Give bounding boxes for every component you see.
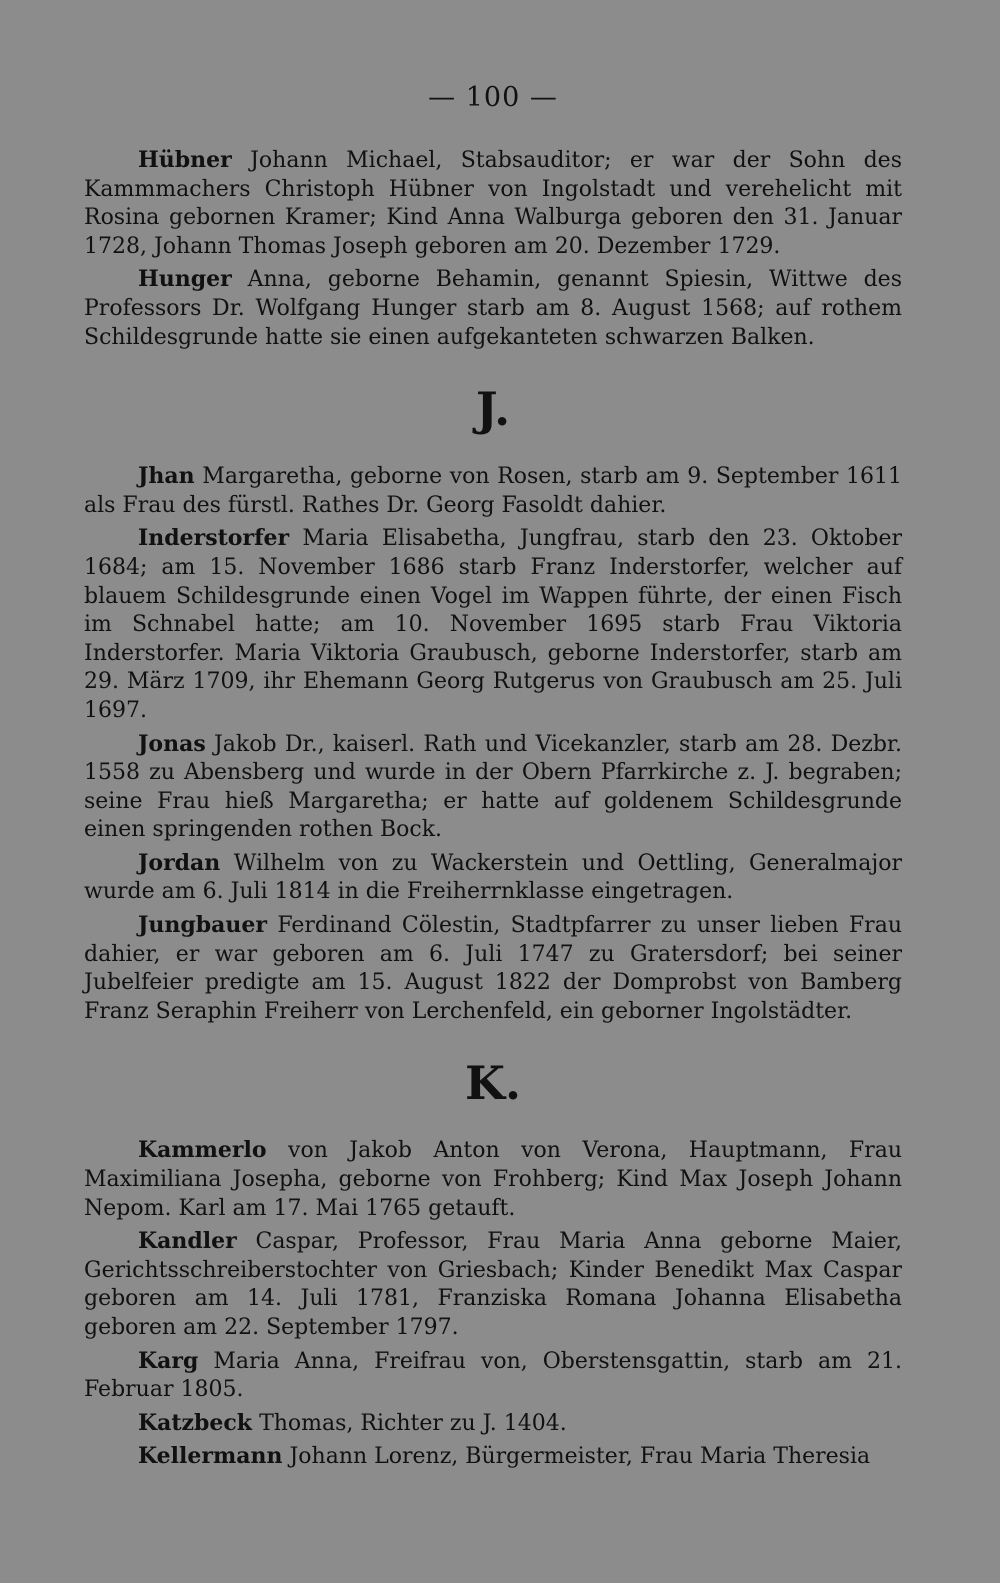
entry-text: Johann Lorenz, Bürgermeister, Frau Maria Theresia — [289, 1444, 871, 1470]
entry-name: Katzbeck — [138, 1409, 253, 1436]
entry-jonas — [84, 730, 902, 845]
page-number: — 100 — — [428, 82, 558, 113]
entry-text: Maria Elisabetha, Jungfrau, starb den 23. Oktober 1684; am 15. November 1686 starb Franz Inderstorfer, welcher auf blauem Schildesgrunde einen Vogel im Wappen führte, der einen Fisch im Schnabel hatte; am 10. November 1695 starb Frau Viktoria Inderstorfer. Maria Viktoria Graubusch, geborne Inderstorfer, starb am 29. März 1709, ihr Ehemann Georg Rutgerus von Graubusch am 25. Juli 1697. — [84, 526, 903, 723]
section-heading-j: J. — [475, 382, 511, 437]
entry-name: Jonas — [138, 730, 206, 757]
entry-kellermann — [84, 1442, 902, 1472]
entry-text: Ferdinand Cölestin, Stadtpfarrer zu unser lieben Frau dahier, er war geboren am 6. Juli 1747 zu Gratersdorf; bei seiner Jubelfeier predigte am 15. August 1822 der Domprobst von Bamberg Franz Seraphin Freiherr von Lerchenfeld, ein geborner Ingolstädter. — [84, 913, 902, 1024]
entry-text: von Jakob Anton von Verona, Hauptmann, Frau Maximiliana Josepha, geborne von Frohberg; Kind Max Joseph Johann Nepom. Karl am 17. Mai 1765 getauft. — [84, 1138, 902, 1221]
entry-name: Hunger — [138, 266, 232, 293]
entry-name: Karg — [138, 1347, 199, 1374]
entry-jhan — [84, 462, 902, 520]
section-heading-k: K. — [465, 1056, 521, 1111]
entry-karg — [84, 1347, 902, 1405]
entry-text: Thomas, Richter zu J. 1404. — [259, 1410, 567, 1436]
entry-jungbauer — [84, 911, 902, 1026]
entry-name: Hübner — [138, 147, 232, 173]
entry-kandler — [84, 1227, 902, 1342]
entry-name: Jhan — [138, 463, 195, 490]
entry-jordan — [84, 849, 902, 907]
entry-text: Margaretha, geborne von Rosen, starb am 9. September 1611 als Frau des fürstl. Rathes Dr. Georg Fasoldt dahier. — [84, 464, 902, 518]
entry-name: Jungbauer — [138, 912, 268, 939]
entry-text: Jakob Dr., kaiserl. Rath und Vicekanzler, starb am 28. Dezbr. 1558 zu Abensberg und wurde in der Obern Pfarrkirche z. J. begraben; seine Frau hieß Margaretha; er hatte auf goldenem Schildesgrunde einen springenden rothen Bock. — [84, 731, 903, 843]
entry-text: Maria Anna, Freifrau von, Oberstensgattin, starb am 21. Februar 1805. — [84, 1348, 902, 1403]
entry-name: Inderstorfer — [138, 525, 290, 552]
entry-name: Kammerlo — [138, 1137, 267, 1164]
entry-text: Anna, geborne Behamin, genannt Spiesin, Wittwe des Professors Dr. Wolfgang Hunger starb am 8. August 1568; auf rothem Schildesgrunde hatte sie einen aufgekanteten schwarzen Balken. — [84, 267, 902, 350]
entry-name: Kellermann — [138, 1443, 283, 1470]
entry-text: Johann Michael, Stabsauditor; er war der Sohn des Kammmachers Christoph Hübner von Ingolstadt und verehelicht mit Rosina gebornen Kramer; Kind Anna Walburga geboren den 31. Januar 1728, Johann Thomas Joseph geboren am 20. Dezember 1729. — [84, 148, 902, 259]
entry-name: Jordan — [138, 849, 221, 876]
entry-hunger — [84, 265, 902, 352]
entry-name: Kandler — [138, 1228, 237, 1255]
entry-inderstorfer — [84, 524, 902, 725]
entry-katzbeck — [84, 1409, 902, 1439]
entry-text: Wilhelm von zu Wackerstein und Oettling, Generalmajor wurde am 6. Juli 1814 in die Freiherrnklasse eingetragen. — [84, 850, 902, 905]
entry-kammerlo — [84, 1136, 902, 1223]
entry-huebner — [84, 146, 902, 261]
entry-text: Caspar, Professor, Frau Maria Anna geborne Maier, Gerichtsschreiberstochter von Griesbach; Kinder Benedikt Max Caspar geboren am 14. Juli 1781, Franziska Romana Johanna Elisabetha geboren am 22. September 1797. — [84, 1229, 902, 1340]
